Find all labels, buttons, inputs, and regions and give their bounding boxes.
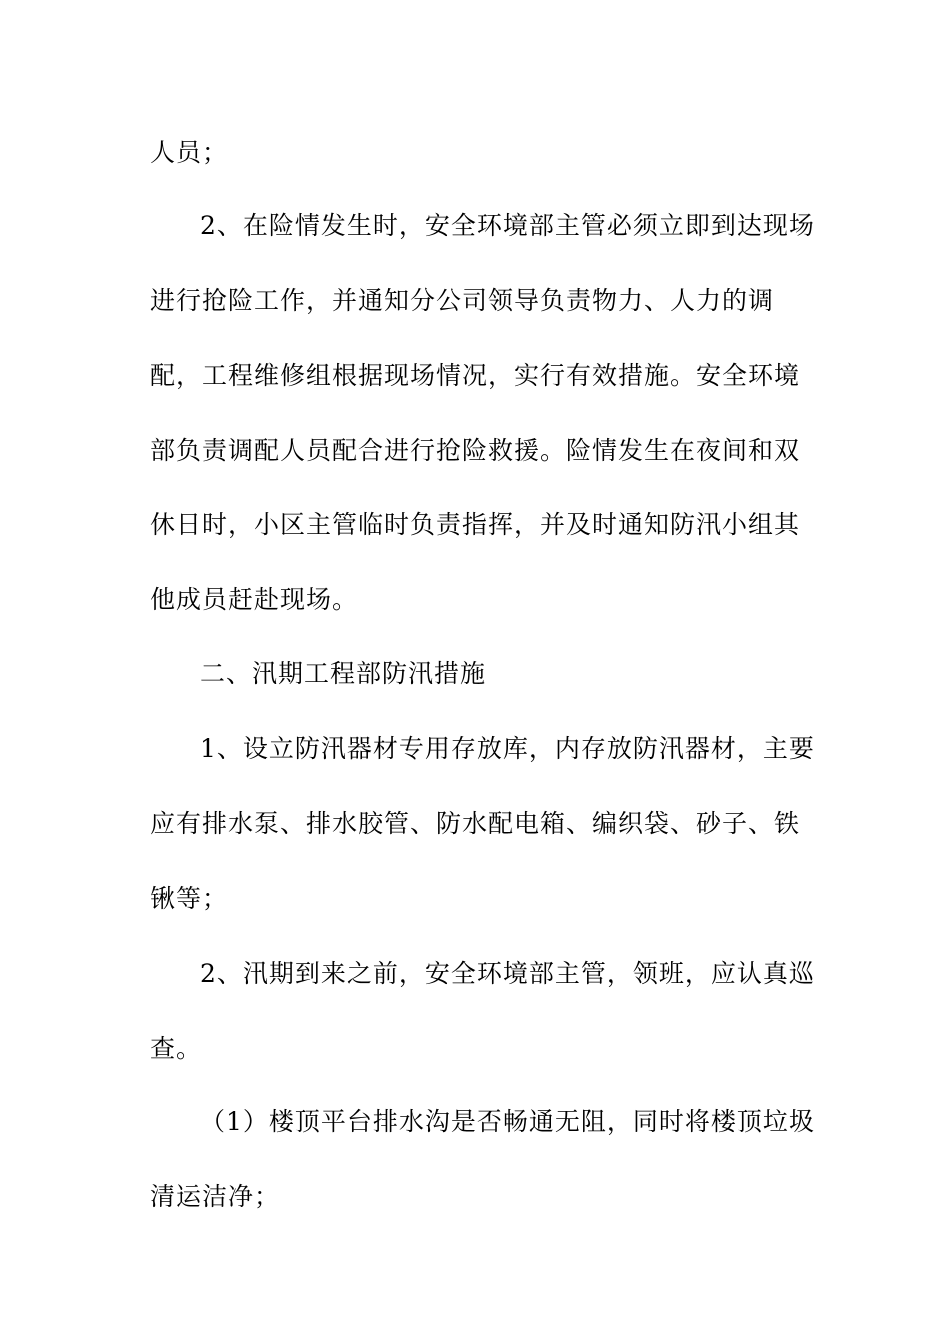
text-line: 他成员赶赴现场。 — [150, 585, 359, 614]
text-line: 查。 — [150, 1034, 203, 1063]
text-line: 1、设立防汛器材专用存放库，内存放防汛器材，主要 — [200, 734, 815, 763]
text-line: 进行抢险工作，并通知分公司领导负责物力、人力的调 — [150, 286, 775, 315]
text-line: 清运洁净； — [150, 1182, 281, 1211]
text-line: 应有排水泵、排水胶管、防水配电箱、编织袋、砂子、铁 — [150, 809, 801, 838]
text-line: 人员； — [150, 138, 229, 167]
text-line: 休日时，小区主管临时负责指挥，并及时通知防汛小组其 — [150, 510, 801, 539]
section-heading: 二、汛期工程部防汛措施 — [200, 659, 487, 688]
text-line: （1）楼顶平台排水沟是否畅通无阻，同时将楼顶垃圾 — [200, 1107, 815, 1136]
text-line: 配，工程维修组根据现场情况，实行有效措施。安全环境 — [150, 361, 801, 390]
text-line: 2、在险情发生时，安全环境部主管必须立即到达现场 — [200, 211, 815, 240]
text-line: 2、汛期到来之前，安全环境部主管，领班，应认真巡 — [200, 959, 815, 988]
text-line: 锹等； — [150, 884, 229, 913]
text-line: 部负责调配人员配合进行抢险救援。险情发生在夜间和双 — [150, 436, 801, 465]
